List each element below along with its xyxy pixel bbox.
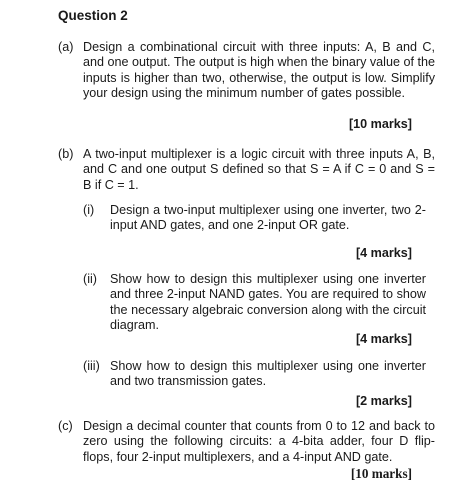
question-title: Question 2 [58, 8, 128, 23]
part-a-text: Design a combinational circuit with three inputs: A, B and C, and one output. The output is high when the binary value of the inputs is higher than two, otherwise, the output is low. Simplify your design using the minimum number of gates possible. [83, 40, 435, 100]
part-b-iii-label: (iii) [83, 359, 100, 373]
part-b-i-marks: [4 marks] [355, 246, 412, 260]
part-b-iii-marks: [2 marks] [355, 394, 412, 408]
part-b-ii-label: (ii) [83, 272, 97, 286]
part-b-iii-text: Show how to design this multiplexer using one inverter and two transmission gates. [110, 359, 426, 389]
part-b-ii-text: Show how to design this multiplexer using one inverter and three 2-input NAND gates. You are required to show the necessary algebraic conversion along with the circuit diagram. [110, 272, 426, 332]
part-b-i-label: (i) [83, 203, 95, 217]
part-c-label: (c) [58, 419, 73, 433]
part-c-marks: [10 marks] [350, 466, 412, 481]
part-a-marks: [10 marks] [348, 117, 412, 131]
part-b-label: (b) [58, 147, 74, 161]
part-c-text: Design a decimal counter that counts from 0 to 12 and back to zero using the following circuits: a 4-bita adder, four D flip-flops, four 2-input multiplexers, and a 4-input AND gate. [83, 419, 435, 464]
part-b-i-text: Design a two-input multiplexer using one inverter, two 2-input AND gates, and one 2-input OR gate. [110, 203, 426, 233]
part-a-label: (a) [58, 40, 74, 54]
part-b-text: A two-input multiplexer is a logic circuit with three inputs A, B, and C and one output S defined so that S = A if C = 0 and S = B if C = 1. [83, 147, 435, 192]
part-b-ii-marks: [4 marks] [355, 332, 412, 346]
